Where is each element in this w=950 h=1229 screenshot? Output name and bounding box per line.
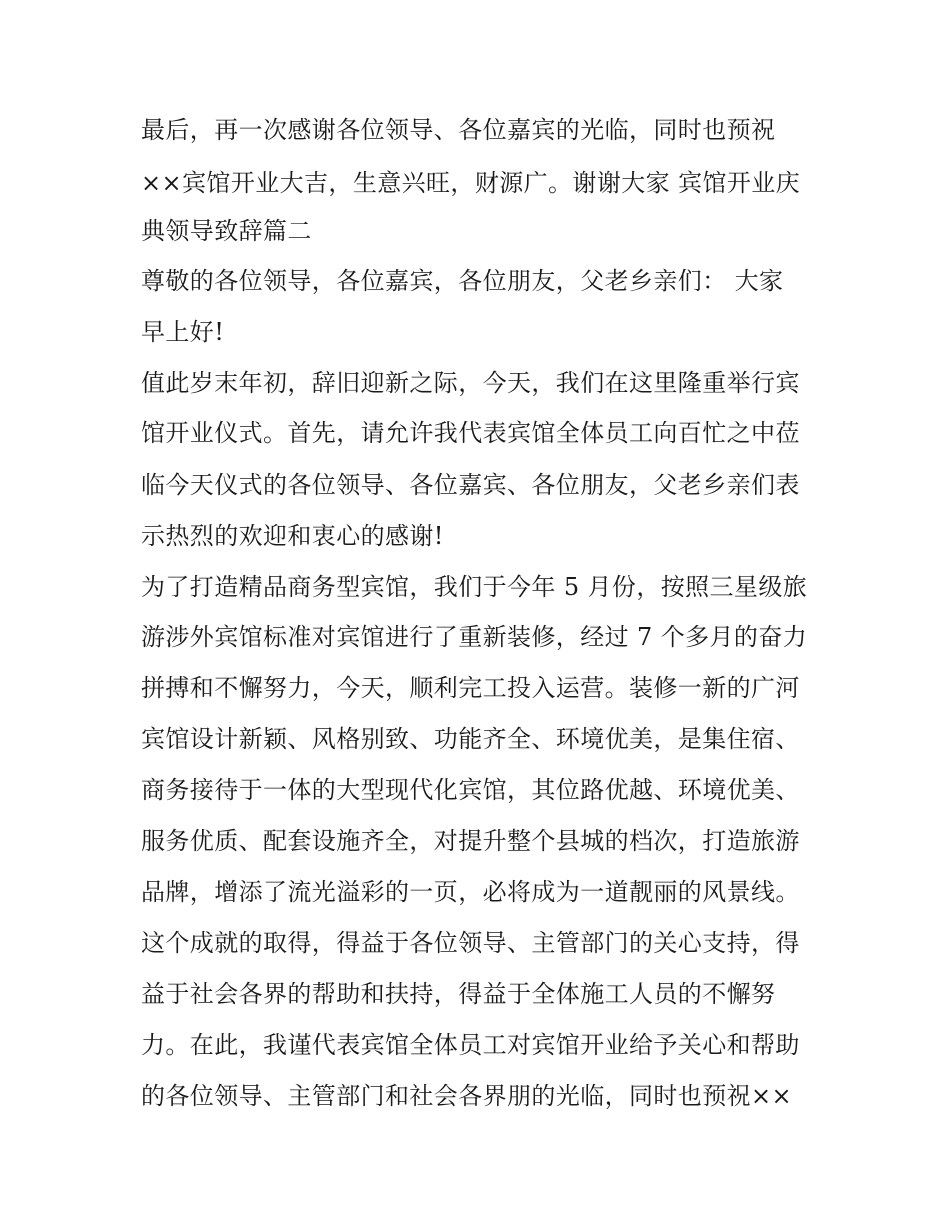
text-line: 示热烈的欢迎和衷心的感谢! <box>141 522 444 550</box>
text-line: 游涉外宾馆标准对宾馆进行了重新装修，经过 7 个多月的奋力 <box>141 623 808 651</box>
text-line: 馆开业仪式。首先，请允许我代表宾馆全体员工向百忙之中莅 <box>141 419 800 447</box>
text-line: 典领导致辞篇二 <box>141 217 312 245</box>
text-line: ××宾馆开业大吉，生意兴旺，财源广。谢谢大家 宾馆开业庆 <box>141 169 801 197</box>
text-line: 最后，再一次感谢各位领导、各位嘉宾的光临，同时也预祝 <box>141 116 776 144</box>
text-line: 早上好! <box>141 318 225 346</box>
text-line: 力。在此，我谨代表宾馆全体员工对宾馆开业给予关心和帮助 <box>141 1031 800 1059</box>
text-line: 服务优质、配套设施齐全，对提升整个县城的档次，打造旅游 <box>141 827 800 855</box>
text-line: 值此岁末年初，辞旧迎新之际，今天，我们在这里隆重举行宾 <box>141 369 800 397</box>
text-line: 的各位领导、主管部门和社会各界朋的光临，同时也预祝×× <box>141 1082 793 1110</box>
text-line: 拼搏和不懈努力，今天，顺利完工投入运营。装修一新的广河 <box>141 674 800 702</box>
text-line: 品牌，增添了流光溢彩的一页，必将成为一道靓丽的风景线。 <box>141 878 800 906</box>
text-line: 尊敬的各位领导，各位嘉宾，各位朋友，父老乡亲们： 大家 <box>141 267 784 295</box>
text-line: 宾馆设计新颖、风格别致、功能齐全、环境优美，是集住宿、 <box>141 725 800 753</box>
text-line: 临今天仪式的各位领导、各位嘉宾、各位朋友，父老乡亲们表 <box>141 471 800 499</box>
text-line: 益于社会各界的帮助和扶持，得益于全体施工人员的不懈努 <box>141 980 776 1008</box>
text-line: 为了打造精品商务型宾馆，我们于今年 5 月份，按照三星级旅 <box>141 573 808 601</box>
text-line: 这个成就的取得，得益于各位领导、主管部门的关心支持，得 <box>141 929 800 957</box>
text-line: 商务接待于一体的大型现代化宾馆，其位路优越、环境优美、 <box>141 776 800 804</box>
